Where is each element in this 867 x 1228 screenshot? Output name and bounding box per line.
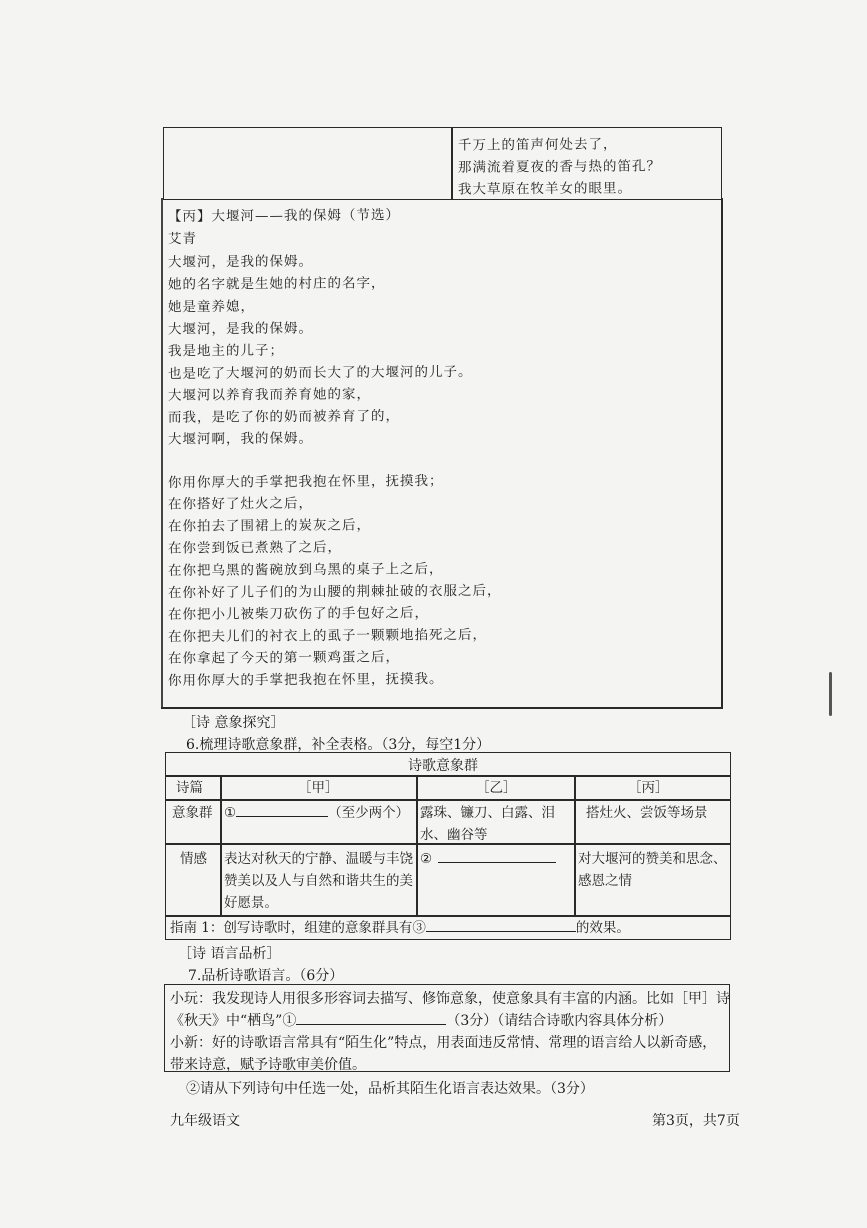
table-col-rule (220, 775, 222, 916)
table-col-rule (416, 775, 418, 916)
blank-2-marker: ② (420, 851, 433, 867)
top-box-line-3: 我大草原在牧羊女的眼里。 (457, 180, 633, 198)
row-imagery-jia (224, 802, 409, 824)
poem-line: 你用你厚大的手掌把我抱在怀里，抚摸我； (167, 473, 444, 491)
poem-bing-title: 【丙】大堰河——我的保姆（节选） (167, 207, 401, 225)
answer-blank-2[interactable] (438, 848, 556, 863)
poem-line: 大堰河，是我的保姆。 (167, 253, 314, 271)
poem-line: 我是地主的儿子； (167, 342, 285, 360)
table-rule (165, 799, 731, 801)
table-footer-note (170, 917, 630, 939)
footer-subject: 九年级语文 (170, 1113, 240, 1129)
section-language-heading: ［诗 语言品析］ (178, 946, 281, 962)
table-caption: 诗歌意象群 (408, 758, 478, 774)
poem-line: 大堰河，是我的保姆。 (167, 320, 314, 338)
top-box-line-2: 那满流着夏夜的香与热的笛孔？ (457, 158, 662, 176)
question-7: 7.品析诗歌语言。（6分） (188, 968, 344, 984)
blank-1-note: （至少两个） (328, 805, 410, 821)
poem-line: 也是吃了大堰河的奶而长大了的大堰河的儿子。 (167, 363, 473, 383)
answer-blank-4[interactable] (296, 1010, 446, 1025)
top-table-divider (451, 127, 453, 200)
footer-page-number: 第3页，共7页 (652, 1113, 740, 1129)
poem-line: 她是童养媳， (167, 298, 256, 316)
discussion-line-4: 带来诗意，赋予诗歌审美价值。 (170, 1057, 366, 1073)
question-6: 6.梳理诗歌意象群，补全表格。（3分，每空1分） (186, 737, 491, 753)
poem-line: 她的名字就是生她的村庄的名字， (167, 275, 386, 293)
poem-line: 在你把夫儿们的衬衣上的虱子一颗颗地掐死之后， (167, 626, 488, 646)
poem-line: 在你补好了儿子们的为山腰的荆棘扯破的衣服之后， (167, 582, 502, 602)
poem-line: 你用你厚大的手掌把我抱在怀里，抚摸我。 (167, 671, 444, 689)
top-box-line-1: 千万上的笛声何处去了， (457, 136, 618, 154)
row-imagery-bing: 搭灶火、尝饭等场景 (586, 805, 708, 821)
table-header-poem: 诗篇 (176, 780, 203, 796)
poem-line: 大堰河以养育我而养育她的家， (167, 386, 372, 404)
discussion-line-2 (170, 1010, 672, 1030)
poem-line: 在你尝到饭已煮熟了之后， (167, 539, 343, 557)
poem-frame-right (721, 198, 723, 708)
poem-line: 在你把乌黑的酱碗放到乌黑的桌子上之后， (167, 561, 444, 579)
answer-blank-3[interactable] (426, 917, 576, 932)
row-emotion-bing: 对大堰河的赞美和思念、感恩之情 (578, 851, 727, 889)
poem-line: 在你搭好了灶火之后， (167, 495, 314, 513)
table-header-jia: ［甲］ (298, 780, 339, 796)
table-header-bing: ［丙］ (628, 780, 669, 796)
poem-frame-left (161, 198, 163, 708)
section-imagery-heading: ［诗 意象探究］ (182, 715, 285, 731)
discussion-line-2-post: （3分）（请结合诗歌内容具体分析） (446, 1013, 673, 1029)
answer-blank-1[interactable] (236, 802, 328, 817)
question-7-item-2: ②请从下列诗句中任选一处，品析其陌生化语言表达效果。（3分） (186, 1081, 594, 1097)
guide-text-pre: 指南 1：创写诗歌时，组建的意象群具有③ (170, 920, 426, 936)
table-col-rule (574, 775, 576, 916)
poem-line: 在你把小儿被柴刀砍伤了的手包好之后， (167, 605, 430, 623)
discussion-line-2-pre: 《秋天》中“栖鸟”① (170, 1013, 297, 1029)
poem-line: 而我，是吃了你的奶而被养育了的， (167, 408, 401, 426)
scan-edge-mark (829, 672, 832, 716)
poem-line: 大堰河啊，我的保姆。 (167, 430, 314, 448)
poem-bing-author: 艾青 (167, 230, 198, 248)
discussion-line-3: 小新：好的诗歌语言常具有“陌生化”特点，用表面违反常情、常理的语言给人以新奇感， (170, 1035, 717, 1051)
row-imagery-yi: 露珠、镰刀、白露、泪水、幽谷等 (420, 805, 555, 843)
blank-1-marker: ① (224, 805, 237, 821)
row-emotion-jia: 表达对秋天的宁静、温暖与丰饶赞美以及人与自然和谐共生的美好愿景。 (224, 851, 413, 911)
guide-text-post: 的效果。 (575, 920, 630, 936)
poem-frame-bottom (161, 707, 723, 709)
table-header-yi: ［乙］ (476, 780, 517, 796)
row-emotion-label: 情感 (180, 851, 207, 867)
poem-line: 在你拍去了围裙上的炭灰之后， (167, 517, 372, 535)
poem-line: 在你拿起了今天的第一颗鸡蛋之后， (167, 649, 401, 667)
row-imagery-label: 意象群 (172, 805, 213, 821)
row-emotion-yi (420, 848, 556, 870)
discussion-line-1: 小玩：我发现诗人用很多形容词去描写、修饰意象，使意象具有丰富的内涵。比如［甲］诗 (170, 991, 730, 1007)
